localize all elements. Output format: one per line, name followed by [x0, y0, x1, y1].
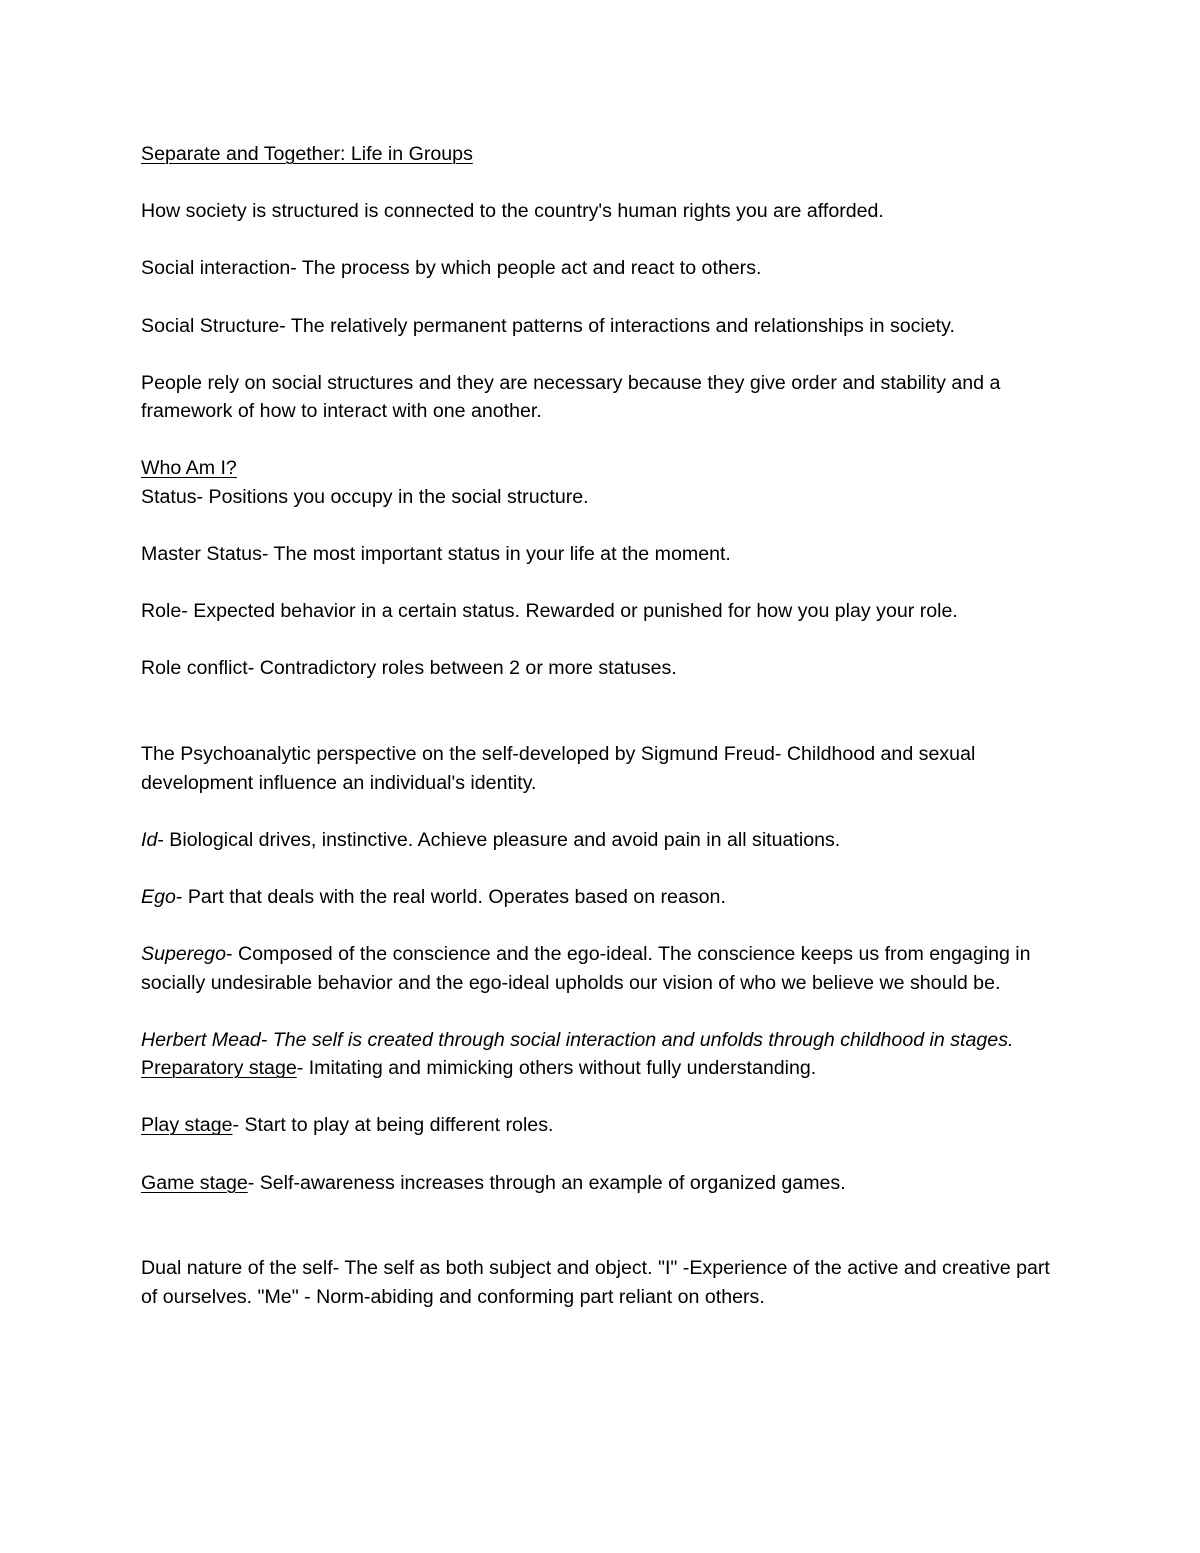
- paragraph-role: Role- Expected behavior in a certain status. Rewarded or punished for how you play your role.: [141, 600, 958, 623]
- paragraph-status: Status- Positions you occupy in the social structure.: [141, 485, 589, 508]
- document-title-text: Separate and Together: Life in Groups: [141, 143, 473, 165]
- document-title: [141, 140, 1061, 168]
- paragraph-psychoanalytic: The Psychoanalytic perspective on the self-developed by Sigmund Freud- Childhood and sexual development influence an individual's identity.: [141, 743, 981, 794]
- paragraph-play-stage: [141, 1111, 1061, 1139]
- term-play-stage: Play stage: [141, 1114, 233, 1137]
- term-id: Id: [141, 828, 158, 851]
- term-preparatory-stage: Preparatory stage: [141, 1057, 297, 1080]
- paragraph-herbert-mead: Herbert Mead- The self is created through social interaction and unfolds through childhood in stages.: [141, 1028, 1014, 1051]
- paragraph-social-interaction: Social interaction- The process by which people act and react to others.: [141, 257, 762, 280]
- paragraph-id: [141, 826, 1061, 854]
- definition-id: - Biological drives, instinctive. Achieve pleasure and avoid pain in all situations.: [157, 828, 841, 851]
- section-heading-who-am-i: [141, 454, 1061, 482]
- definition-preparatory-stage: - Imitating and mimicking others without fully understanding.: [296, 1057, 817, 1080]
- term-game-stage: Game stage: [141, 1171, 248, 1194]
- definition-superego: - Composed of the conscience and the ego-ideal. The conscience keeps us from engaging in socially undesirable behavior and the ego-ideal upholds our vision of who we believe we should be.: [141, 943, 1037, 994]
- paragraph-social-structure: Social Structure- The relatively permanent patterns of interactions and relationships in society.: [141, 314, 955, 337]
- term-superego: Superego: [141, 943, 226, 966]
- term-ego: Ego: [141, 886, 176, 909]
- paragraph-preparatory-stage: [141, 1054, 1061, 1082]
- paragraph-master-status: Master Status- The most important status in your life at the moment.: [141, 543, 731, 566]
- paragraph-game-stage: [141, 1169, 1061, 1197]
- definition-play-stage: - Start to play at being different roles.: [232, 1114, 554, 1137]
- definition-game-stage: - Self-awareness increases through an example of organized games.: [247, 1171, 846, 1194]
- section-heading-who-am-i-text: Who Am I?: [141, 457, 237, 480]
- paragraph-dual-nature: Dual nature of the self- The self as both subject and object. "I" -Experience of the active and creative part of ourselves. "Me" - Norm-abiding and conforming part reliant on others.: [141, 1257, 1056, 1308]
- paragraph-social-structures-necessity: People rely on social structures and they are necessary because they give order and stability and a framework of how to interact with one another.: [141, 371, 1006, 423]
- paragraph-human-rights: How society is structured is connected to the country's human rights you are afforded.: [141, 200, 884, 223]
- paragraph-ego: [141, 883, 1061, 911]
- paragraph-superego: [141, 940, 1061, 997]
- paragraph-role-conflict: Role conflict- Contradictory roles between 2 or more statuses.: [141, 657, 677, 680]
- definition-ego: - Part that deals with the real world. Operates based on reason.: [175, 886, 726, 909]
- document-body: [141, 140, 1061, 1340]
